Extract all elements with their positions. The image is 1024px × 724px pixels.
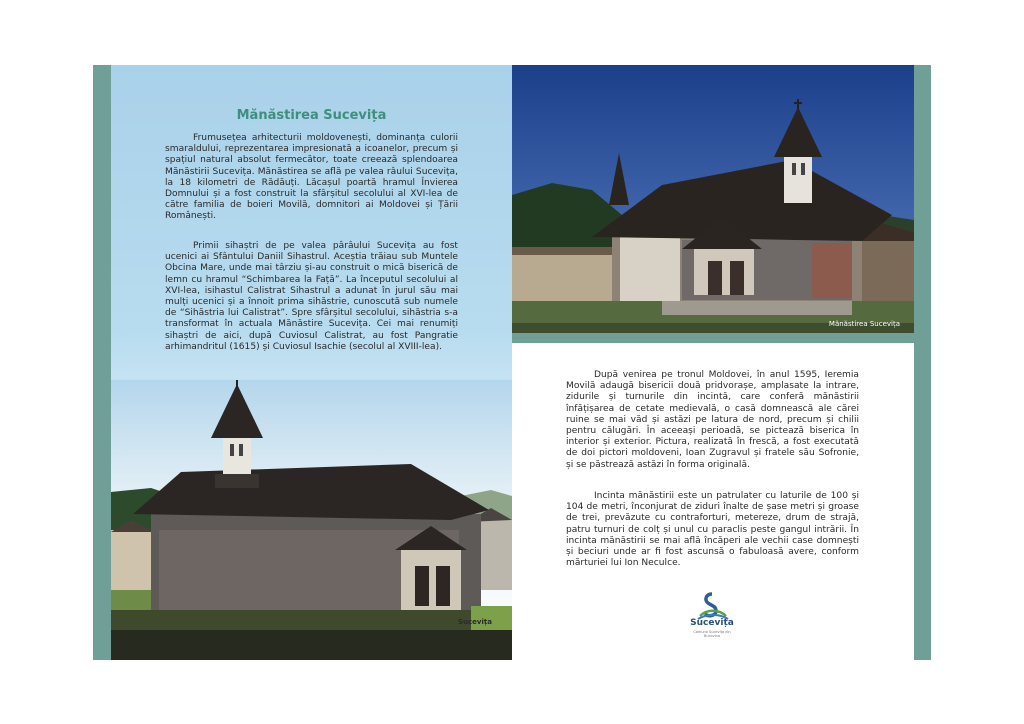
monastery-photo-top xyxy=(512,65,914,343)
sucevita-logo-icon xyxy=(686,592,738,620)
paragraph-hermits: Primii sihaștri de pe valea pârâului Sucevița au fost ucenici ai Sfântului Daniil Sihastrul. Aceștia trăiau sub Muntele Obcina Mare, unde mai târziu și-au construit o mică biserică de lemn cu hramul “Schimbarea la Față”. La începutul secolului al XVI-lea, isihastul Calistrat Sihastrul a adunat în jurul său mai mulți ucenici și a înnoit prima sihăstrie, cunoscută sub numele de “Sihăstria lui Calistrat”. Spre sfârșitul secolului, sihăstria s-a transformat în actuala Mănăstire Sucevița. Cei mai renumiți sihaștri de aici, după Cuviosul Calistrat, au fost Pangratie arhimandritul (1615) și Cuviosul Isachie (secolul al XVIII-lea). xyxy=(165,241,458,352)
photo-caption-bottom: Sucevița xyxy=(458,618,492,626)
monastery-photo-bottom xyxy=(111,380,512,660)
photo-bottom-band xyxy=(512,333,914,343)
paragraph-intro: Frumusețea arhitecturii moldovenești, dominanța culorii smaraldului, reprezentarea impresionată a icoanelor, precum și spațiul natural absolut fermecător, toate creează splendoarea Mănăstirii Sucevița. Mănăstirea se află pe valea râului Sucevița, la 18 kilometri de Rădăuți. Lăcașul poartă hramul Învierea Domnului și a fost construit la sfârșitul secolului al XVI-lea de către familia de boieri Movilă, domnitori ai Moldovei și Țării Românești. xyxy=(165,133,458,222)
sucevita-logo xyxy=(686,592,738,638)
paragraph-enclosure: Incinta mănăstirii este un patrulater cu laturile de 100 și 104 de metri, înconjurat de ziduri înalte de șase metri și groase de trei, prevăzute cu contraforturi, metereze, drum de strajă, patru turnuri de colț și unul cu paraclis peste gangul intrării. În incinta mănăstirii se mai află încăperi ale vechii case domnești și beciuri unde ar fi fost ascunsă o fabuloasă avere, conform mărturiei lui Ion Neculce. xyxy=(566,491,859,569)
logo-name: Sucevița xyxy=(690,618,734,628)
page-title: Mănăstirea Sucevița xyxy=(236,108,387,123)
logo-tagline: Comuna Sucevița din Bucovina xyxy=(693,630,731,638)
paragraph-ieremia-movila: După venirea pe tronul Moldovei, în anul 1595, Ieremia Movilă adaugă bisericii două pridvorașe, amplasate la intrare, zidurile și turnurile din incintă, care conferă mănăstirii înfățișarea de cetate medievală, o casă domnească ale cărei ruine se mai văd și astăzi pe latura de nord, precum și chilii pentru călugări. În aceeași perioadă, se pictează biserica în interior și exterior. Pictura, realizată în frescă, a fost executată de doi pictori moldoveni, Ioan Zugravul și fratele său Sofronie, și se păstrează astăzi în forma originală. xyxy=(566,370,859,470)
photo-caption-top: Mănăstirea Sucevița xyxy=(828,320,900,328)
